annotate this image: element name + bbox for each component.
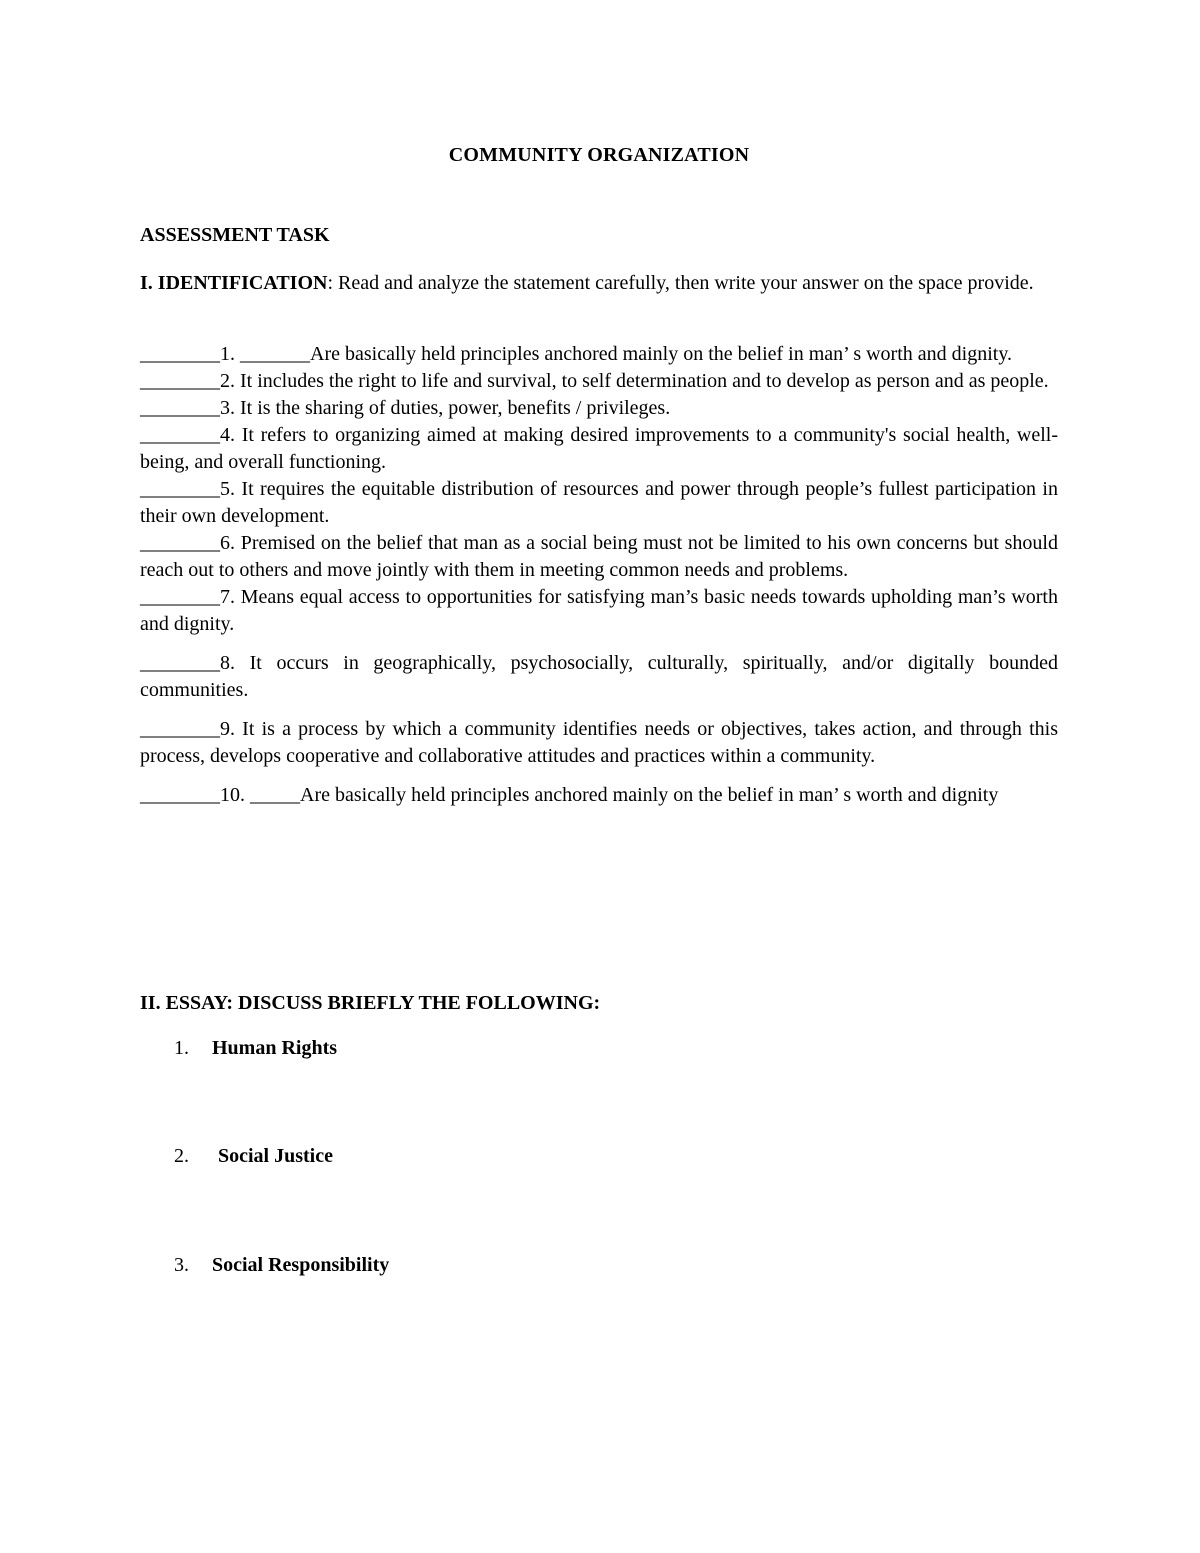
identification-item-6: ________6. Premised on the belief that man as a social being must not be limited to his own concerns but should reach out to others and move jointly with them in meeting common needs and problems. [140, 532, 1058, 581]
identification-item-9: ________9. It is a process by which a community identifies needs or objectives, takes action, and through this process, develops cooperative and collaborative attitudes and practices within a community. [140, 718, 1058, 767]
essay-item-2 [174, 1145, 333, 1168]
assessment-task-heading: ASSESSMENT TASK [140, 224, 330, 246]
identification-items [140, 341, 1058, 809]
essay-item-number: 2. [174, 1145, 189, 1167]
document-title: COMMUNITY ORGANIZATION [448, 144, 750, 166]
identification-item-4: ________4. It refers to organizing aimed at making desired improvements to a community's social health, well-being, and overall functioning. [140, 424, 1058, 473]
identification-item-7: ________7. Means equal access to opportunities for satisfying man’s basic needs towards upholding man’s worth and dignity. [140, 586, 1058, 635]
essay-item-3 [174, 1254, 389, 1277]
identification-item-3: ________3. It is the sharing of duties, power, benefits / privileges. [140, 397, 671, 419]
identification-item-2: ________2. It includes the right to life and survival, to self determination and to develop as person and as people. [140, 370, 1049, 392]
essay-item-number: 1. [174, 1037, 189, 1059]
identification-item-8: ________8. It occurs in geographically, psychosocially, culturally, spiritually, and/or digitally bounded communities. [140, 652, 1058, 701]
identification-instruction-text: : Read and analyze the statement carefully, then write your answer on the space provide. [327, 272, 1034, 294]
identification-item-1: ________1. _______Are basically held principles anchored mainly on the belief in man’ s worth and dignity. [140, 343, 1013, 365]
identification-label: I. IDENTIFICATION [140, 272, 328, 294]
identification-item-10: ________10. _____Are basically held principles anchored mainly on the belief in man’ s worth and dignity [140, 784, 999, 806]
essay-heading: II. ESSAY: DISCUSS BRIEFLY THE FOLLOWING: [140, 992, 601, 1014]
identification-item-5: ________5. It requires the equitable distribution of resources and power through people’s fullest participation in their own development. [140, 478, 1058, 527]
essay-item-1 [174, 1037, 337, 1060]
essay-item-label: Human Rights [212, 1037, 338, 1059]
essay-item-number: 3. [174, 1254, 189, 1276]
identification-instructions [140, 269, 1058, 298]
essay-item-label: Social Responsibility [212, 1254, 390, 1276]
essay-item-label: Social Justice [218, 1145, 333, 1167]
